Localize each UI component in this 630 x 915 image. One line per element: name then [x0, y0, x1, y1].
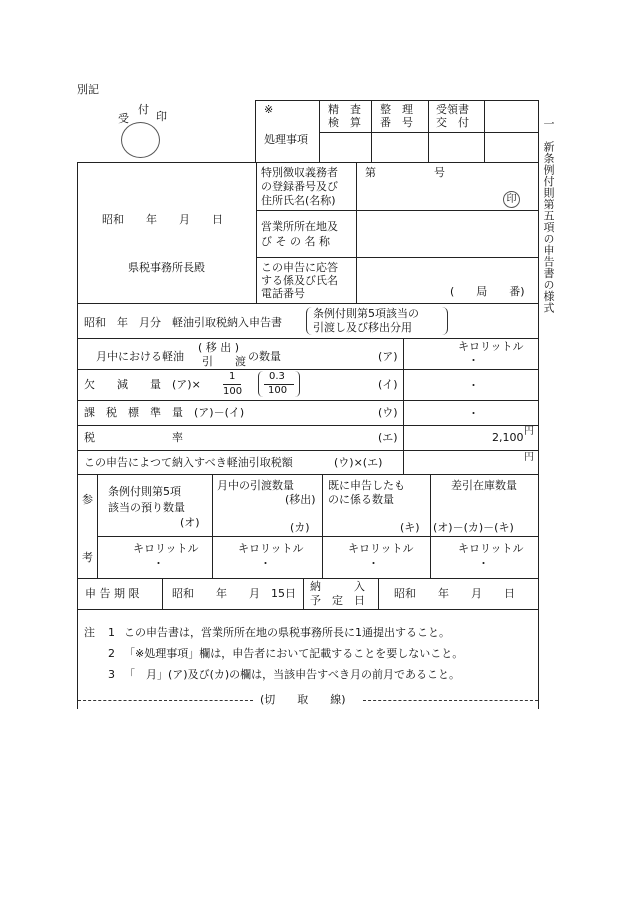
- notes-head: 注: [84, 626, 95, 639]
- r2-dot: ・: [468, 379, 479, 392]
- ref-dot-3: ・: [368, 557, 379, 570]
- ref-unit-3: キロリットル: [348, 542, 414, 555]
- ref-c2-code: (カ): [290, 521, 310, 534]
- pay-date-label-1: 納 入: [310, 580, 365, 593]
- reg-no-prefix: 第: [365, 166, 376, 179]
- r5-unit: 円: [524, 452, 534, 463]
- ref-side-1: 参: [82, 493, 93, 506]
- ref-c2-line2: (移出): [285, 493, 316, 506]
- note-2-text: 「※処理事項」欄は，申告者において記載することを要しないこと。: [124, 647, 464, 660]
- reg-no-suffix: 号: [434, 166, 445, 179]
- r5-label: この申告によつて納入すべき軽油引取税額: [84, 456, 293, 469]
- ref-c1-code: (オ): [180, 516, 200, 529]
- ref-c4-code: (オ)－(カ)－(キ): [433, 521, 514, 534]
- note-1-num: 1: [108, 626, 115, 639]
- note-2-num: 2: [108, 647, 115, 660]
- col1-line1: 精 査: [328, 103, 361, 116]
- r3-dot: ・: [468, 407, 479, 420]
- ref-unit-4: キロリットル: [458, 542, 524, 555]
- r2-label: 欠 減 量 (ア)×: [84, 378, 201, 391]
- ref-c1-line2: 該当の預り数量: [108, 501, 185, 514]
- ref-c3-line2: のに係る数量: [328, 493, 394, 506]
- ref-dot-2: ・: [260, 557, 271, 570]
- deadline-value: 昭和 年 月 15日: [172, 587, 296, 600]
- seal-mark: 印: [503, 191, 520, 208]
- r3-label: 課 税 標 準 量 (ア)－(イ): [84, 406, 245, 419]
- office-use-box: [255, 100, 539, 163]
- note-3-text: 「 月」(ア)及び(カ)の欄は，当該申告すべき月の前月であること。: [124, 668, 460, 681]
- r4-value: 2,100: [492, 431, 524, 444]
- r2-frac1-num: 1: [229, 371, 236, 382]
- ref-c4-label: 差引在庫数量: [451, 479, 517, 492]
- office-location-label-1: 営業所所在地及: [261, 220, 338, 233]
- ref-side-2: 考: [82, 551, 93, 564]
- form-main: [77, 162, 539, 709]
- contact-label-1: この申告に応答: [261, 261, 338, 274]
- date-line: 昭和 年 月 日: [102, 213, 223, 226]
- deadline-label: 申 告 期 限: [85, 587, 140, 600]
- col3-line2: 交 付: [436, 116, 469, 129]
- r1-unit: キロリットル: [458, 340, 524, 353]
- contact-label-2: する係及び氏名: [261, 274, 338, 287]
- bracket-line-1: 条例付則第5項該当の: [313, 307, 419, 320]
- side-title: 一 新条例付則第五項の申告書の様式: [542, 118, 555, 314]
- taxpayer-label-3: 住所氏名(名称): [261, 194, 336, 207]
- stamp-circle: [121, 122, 160, 158]
- r1-pre: 月中における軽油: [96, 350, 184, 363]
- r3-code: (ウ): [378, 406, 398, 419]
- r1-dot: ・: [468, 354, 479, 367]
- col2-line2: 番 号: [380, 116, 413, 129]
- taxpayer-label-2: の登録番号及び: [261, 180, 338, 193]
- ref-c3-line1: 既に申告したも: [328, 479, 405, 492]
- cut-line-label: (切 取 線): [260, 693, 346, 706]
- stamp-char-1: 受: [118, 112, 129, 125]
- ref-c2-line1: 月中の引渡数量: [217, 479, 294, 492]
- col1-line2: 検 算: [328, 116, 361, 129]
- ref-c3-code: (キ): [400, 521, 420, 534]
- pay-date-label-2: 予 定 日: [310, 594, 365, 607]
- report-bracket: [306, 307, 448, 335]
- r4-code: (エ): [378, 431, 398, 444]
- col3-line1: 受領書: [436, 103, 469, 116]
- phone-field: ( 局 番): [450, 285, 525, 298]
- ref-dot-1: ・: [153, 557, 164, 570]
- stamp-char-2: 付: [138, 103, 149, 116]
- bracket-line-2: 引渡し及び移出分用: [313, 321, 412, 334]
- ref-dot-4: ・: [478, 557, 489, 570]
- r2-frac2-den: 100: [268, 385, 288, 396]
- note-3-num: 3: [108, 668, 115, 681]
- r2-frac2-num: 0.3: [269, 371, 285, 382]
- r4-label: 税 率: [84, 431, 183, 444]
- addressee: 県税事務所長殿: [128, 261, 205, 274]
- r5-code: (ウ)×(エ): [334, 456, 383, 469]
- r2-frac1-den: 100: [223, 386, 243, 397]
- office-mark: ※: [264, 103, 274, 116]
- cut-line-left: [78, 700, 253, 701]
- r2-frac2: [258, 371, 300, 397]
- note-1-text: この申告書は，営業所所在地の県税事務所長に1通提出すること。: [124, 626, 450, 639]
- cut-line-right: [363, 700, 538, 701]
- ref-unit-1: キロリットル: [133, 542, 199, 555]
- r1-code: (ア): [378, 350, 398, 363]
- r1-post: の数量: [248, 350, 281, 363]
- col2-line1: 整 理: [380, 103, 413, 116]
- report-title: 昭和 年 月分 軽油引取税納入申告書: [84, 316, 282, 329]
- r4-unit: 円: [524, 426, 534, 437]
- pay-date-value: 昭和 年 月 日: [394, 587, 515, 600]
- taxpayer-label-1: 特別徴収義務者: [261, 166, 338, 179]
- r2-code: (イ): [378, 378, 398, 391]
- ref-c1-line1: 条例付則第5項: [108, 485, 181, 498]
- office-location-label-2: び そ の 名 称: [261, 235, 330, 248]
- r1-top: ( 移 出 ): [198, 341, 240, 354]
- stamp-char-3: 印: [156, 110, 167, 123]
- r1-bottom: 引 渡: [202, 355, 246, 368]
- receipt-stamp: [112, 100, 182, 160]
- appendix-label: 別記: [77, 83, 99, 96]
- ref-unit-2: キロリットル: [238, 542, 304, 555]
- office-label: 処理事項: [264, 133, 308, 146]
- contact-label-3: 電話番号: [261, 287, 305, 300]
